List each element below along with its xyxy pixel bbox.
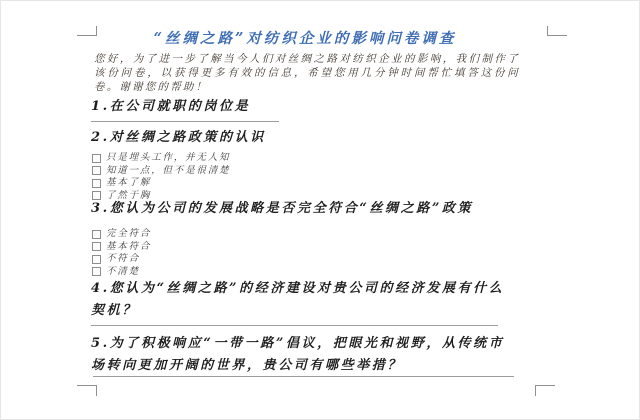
checkbox-icon[interactable] <box>92 230 101 239</box>
question-1-answer-blank-line[interactable] <box>91 121 279 122</box>
page-margin-mark-top-right <box>547 26 567 36</box>
question-1-text: 在公司就职的岗位是 <box>109 99 251 114</box>
question-3-number: 3. <box>91 201 110 216</box>
checkbox-icon[interactable] <box>92 191 101 200</box>
question-4-number: 4. <box>91 281 110 296</box>
question-3-options <box>92 228 151 278</box>
page-margin-mark-bottom-right <box>535 385 555 396</box>
checkbox-icon[interactable] <box>92 255 101 264</box>
option-label: 完全符合 <box>106 228 152 239</box>
page-title: “丝绸之路”对纺织企业的影响问卷调查 <box>153 30 457 47</box>
option-label: 只是埋头工作，并无人知 <box>106 152 231 163</box>
question-1-number: 1. <box>91 99 110 114</box>
option-row[interactable] <box>92 228 151 241</box>
option-row[interactable] <box>92 165 230 178</box>
option-label: 知道一点，但不是很清楚 <box>106 164 231 176</box>
page-margin-mark-bottom-left <box>77 385 97 396</box>
question-3-heading <box>91 201 519 216</box>
question-2-text: 对丝绸之路政策的认识 <box>109 130 266 145</box>
option-label: 了然于胸 <box>106 189 152 201</box>
question-5-heading <box>91 333 519 376</box>
option-label: 基本符合 <box>106 240 152 252</box>
option-row[interactable] <box>92 152 230 165</box>
question-2-number: 2. <box>91 130 110 145</box>
checkbox-icon[interactable] <box>92 267 101 276</box>
checkbox-icon[interactable] <box>92 179 101 188</box>
question-1-heading <box>91 99 519 114</box>
question-5-answer-blank-line[interactable] <box>93 376 514 377</box>
question-5-text: 为了积极响应“一带一路”倡议，把眼光和视野，从传统市场转向更加开阔的世界，贵公司有哪些举措？ <box>91 336 505 373</box>
option-row[interactable] <box>92 177 230 190</box>
checkbox-icon[interactable] <box>92 154 101 163</box>
question-3-text: 您认为公司的发展战略是否完全符合“丝绸之路”政策 <box>109 201 474 216</box>
checkbox-icon[interactable] <box>92 166 101 175</box>
option-row[interactable] <box>92 253 151 266</box>
question-4-text: 您认为“丝绸之路”的经济建设对贵公司的经济发展有什么契机？ <box>91 281 505 318</box>
question-2-options <box>92 152 230 202</box>
checkbox-icon[interactable] <box>92 242 101 251</box>
option-label: 不符合 <box>106 253 140 265</box>
intro-paragraph: 您好，为了进一步了解当今人们对丝绸之路对纺织企业的影响，我们制作了该份问卷，以获得更多有效的信息，希望您用几分钟时间帮忙填答这份问卷。谢谢您的帮助！ <box>94 53 520 93</box>
question-2-heading <box>91 130 519 145</box>
question-5-number: 5. <box>91 336 110 351</box>
question-4-answer-blank-line[interactable] <box>91 325 498 326</box>
option-row[interactable] <box>92 241 151 254</box>
option-label: 基本了解 <box>106 177 152 189</box>
option-label: 不清楚 <box>106 265 140 277</box>
option-row[interactable] <box>92 266 151 279</box>
question-4-heading <box>91 278 519 321</box>
